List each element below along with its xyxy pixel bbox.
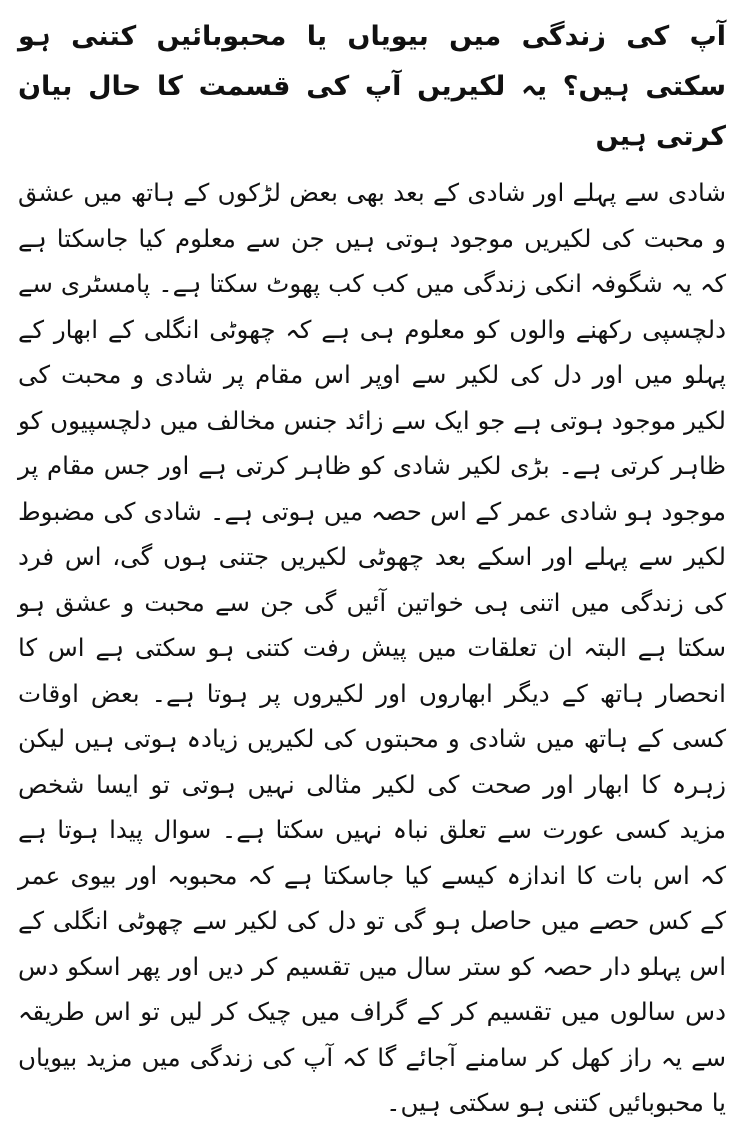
article-title: آپ کی زندگی میں بیویاں یا محبوبائیں کتنی ہو سکتی ہیں؟ یہ لکیریں آپ کی قسمت کا حال بیان کرتی ہیں — [18, 21, 726, 152]
article-body: شادی سے پہلے اور شادی کے بعد بھی بعض لڑکوں کے ہاتھ میں عشق و محبت کی لکیریں موجود ہوتی ہیں جن سے معلوم کیا جاسکتا ہے کہ یہ شگوفہ انکی زندگی میں کب کب پھوٹ سکتا ہے۔ پامسٹری سے دلچسپی رکھنے والوں کو معلوم ہی ہے کہ چھوٹی انگلی کے ابھار کے پہلو میں اور دل کی لکیر سے اوپر اس مقام پر شادی و محبت کی لکیر موجود ہوتی ہے جو ایک سے زائد جنس مخالف میں دلچسپیوں کو ظاہر کرتی ہے۔ بڑی لکیر شادی کو ظاہر کرتی ہے اور جس مقام پر موجود ہو شادی عمر کے اس حصہ میں ہوتی ہے۔ شادی کی مضبوط لکیر سے پہلے اور اسکے بعد چھوٹی لکیریں جتنی ہوں گی، اس فرد کی زندگی میں اتنی ہی خواتین آئیں گی جن سے محبت و عشق ہو سکتا ہے البتہ ان تعلقات میں پیش رفت کتنی ہو سکتی ہے اس کا انحصار ہاتھ کے دیگر ابھاروں اور لکیروں پر ہوتا ہے۔ بعض اوقات کسی کے ہاتھ میں شادی و محبتوں کی لکیریں زیادہ ہوتی ہیں لیکن زہرہ کا ابھار اور صحت کی لکیر مثالی نہیں ہوتی تو ایسا شخص مزید کسی عورت سے تعلق نباہ نہیں سکتا ہے۔ سوال پیدا ہوتا ہے کہ اس بات کا اندازہ کیسے کیا جاسکتا ہے کہ محبوبہ اور بیوی عمر کے کس حصے میں حاصل ہو گی تو دل کی لکیر سے چھوٹی انگلی کے اس پہلو دار حصہ کو ستر سال میں تقسیم کر دیں اور پھر اسکو دس دس سالوں میں تقسیم کر کے گراف میں چیک کر لیں تو اس طریقہ سے یہ راز کھل کر سامنے آجائے گا کہ آپ کی زندگی میں مزید بیویاں یا محبوبائیں کتنی ہو سکتی ہیں۔ — [18, 178, 726, 1117]
